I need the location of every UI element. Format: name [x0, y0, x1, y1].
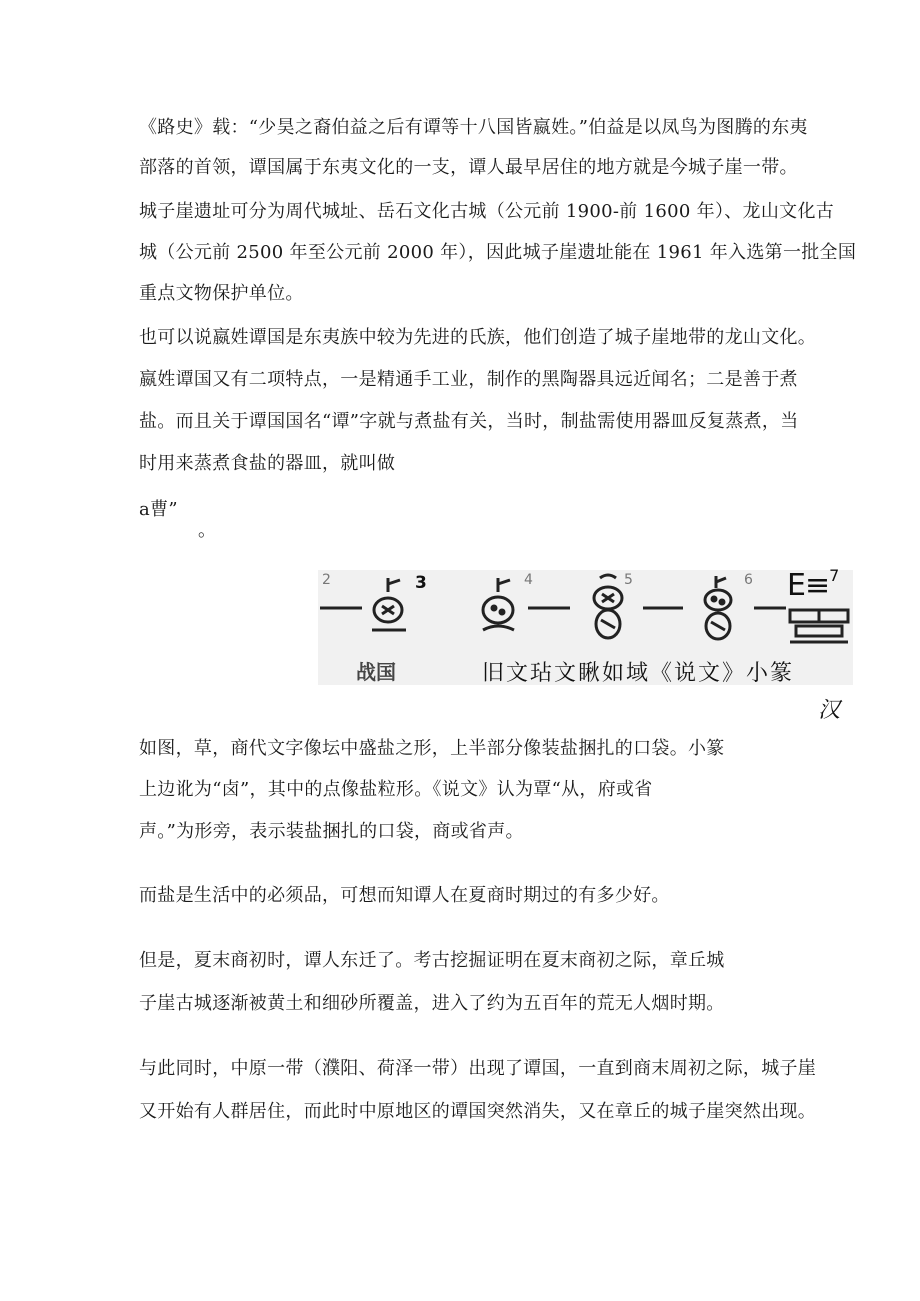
paragraph-line: 声。”为形旁，表示装盐捆扎的口袋，商或省声。: [139, 821, 524, 842]
paragraph-line: 部落的首领，谭国属于东夷文化的一支，谭人最早居住的地方就是今城子崖一带。: [139, 157, 798, 178]
paragraph-line: 又开始有人群居住，而此时中原地区的谭国突然消失，又在章丘的城子崖突然出现。: [139, 1101, 817, 1122]
paragraph-line: 时用来蒸煮食盐的器皿，就叫做: [139, 453, 396, 474]
glyph-warring-states: [372, 578, 406, 630]
paragraph-line: 盐。而且关于谭国国名“谭”字就与煮盐有关，当时，制盐需使用器皿反复蒸煮，当: [139, 411, 799, 432]
paragraph-line: 重点文物保护单位。: [139, 283, 304, 304]
paragraph-line: 《路史》载：“少昊之裔伯益之后有谭等十八国皆嬴姓。”伯益是以凤鸟为图腾的东夷: [139, 117, 808, 138]
paragraph-line: 城（公元前 2500 年至公元前 2000 年），因此城子崖遗址能在 1961 年入选第一批全国: [139, 242, 857, 263]
figure-label-3: 3: [415, 573, 427, 593]
paragraph-line: 但是，夏末商初时，谭人东迁了。考古挖掘证明在夏末商初之际，章丘城: [139, 950, 725, 971]
figure-label-e7: E≡$^7$: [787, 566, 839, 603]
figure-label-5: 5: [624, 572, 633, 588]
paragraph-line: 城子崖遗址可分为周代城址、岳石文化古城（公元前 1900-前 1600 年）、龙山文化古: [139, 201, 835, 222]
caption-warring-states: 战国: [356, 660, 396, 684]
paragraph-line: 而盐是生活中的必须品，可想而知谭人在夏商时期过的有多少好。: [139, 885, 670, 906]
figure-label-2: 2: [322, 572, 331, 588]
glyph-oracle-bone: [483, 578, 514, 630]
paragraph-line: 也可以说嬴姓谭国是东夷族中较为先进的氏族，他们创造了城子崖地带的龙山文化。: [139, 327, 817, 348]
paragraph-line: a曹”: [139, 499, 178, 520]
glyph-small-seal: [790, 610, 848, 642]
paragraph-line: 如图，草，商代文字像坛中盛盐之形，上半部分像装盐捆扎的口袋。小篆: [139, 738, 725, 759]
paragraph-line: 嬴姓谭国又有二项特点，一是精通手工业，制作的黑陶器具远近闻名；二是善于煮: [139, 369, 798, 390]
paragraph-line: 与此同时，中原一带（濮阳、荷泽一带）出现了谭国，一直到商末周初之际，城子崖: [139, 1058, 817, 1079]
caption-script-types: 旧文玷文瞅如域《说文》小篆: [482, 661, 795, 686]
paragraph-line: 。: [198, 520, 217, 541]
seal-glyphs: [318, 570, 858, 650]
paragraph-line: 上边讹为“卤”，其中的点像盐粒形。《说文》认为覃“从，府或省: [139, 779, 653, 800]
caption-han: 汉: [818, 698, 841, 723]
glyph-shuowen: [705, 576, 731, 639]
glyph-bronze: [594, 575, 622, 638]
paragraph-line: 子崖古城逐渐被黄土和细砂所覆盖，进入了约为五百年的荒无人烟时期。: [139, 993, 725, 1014]
figure-label-4: 4: [524, 572, 533, 588]
seal-script-figure: [318, 566, 858, 725]
figure-label-6: 6: [744, 572, 753, 588]
